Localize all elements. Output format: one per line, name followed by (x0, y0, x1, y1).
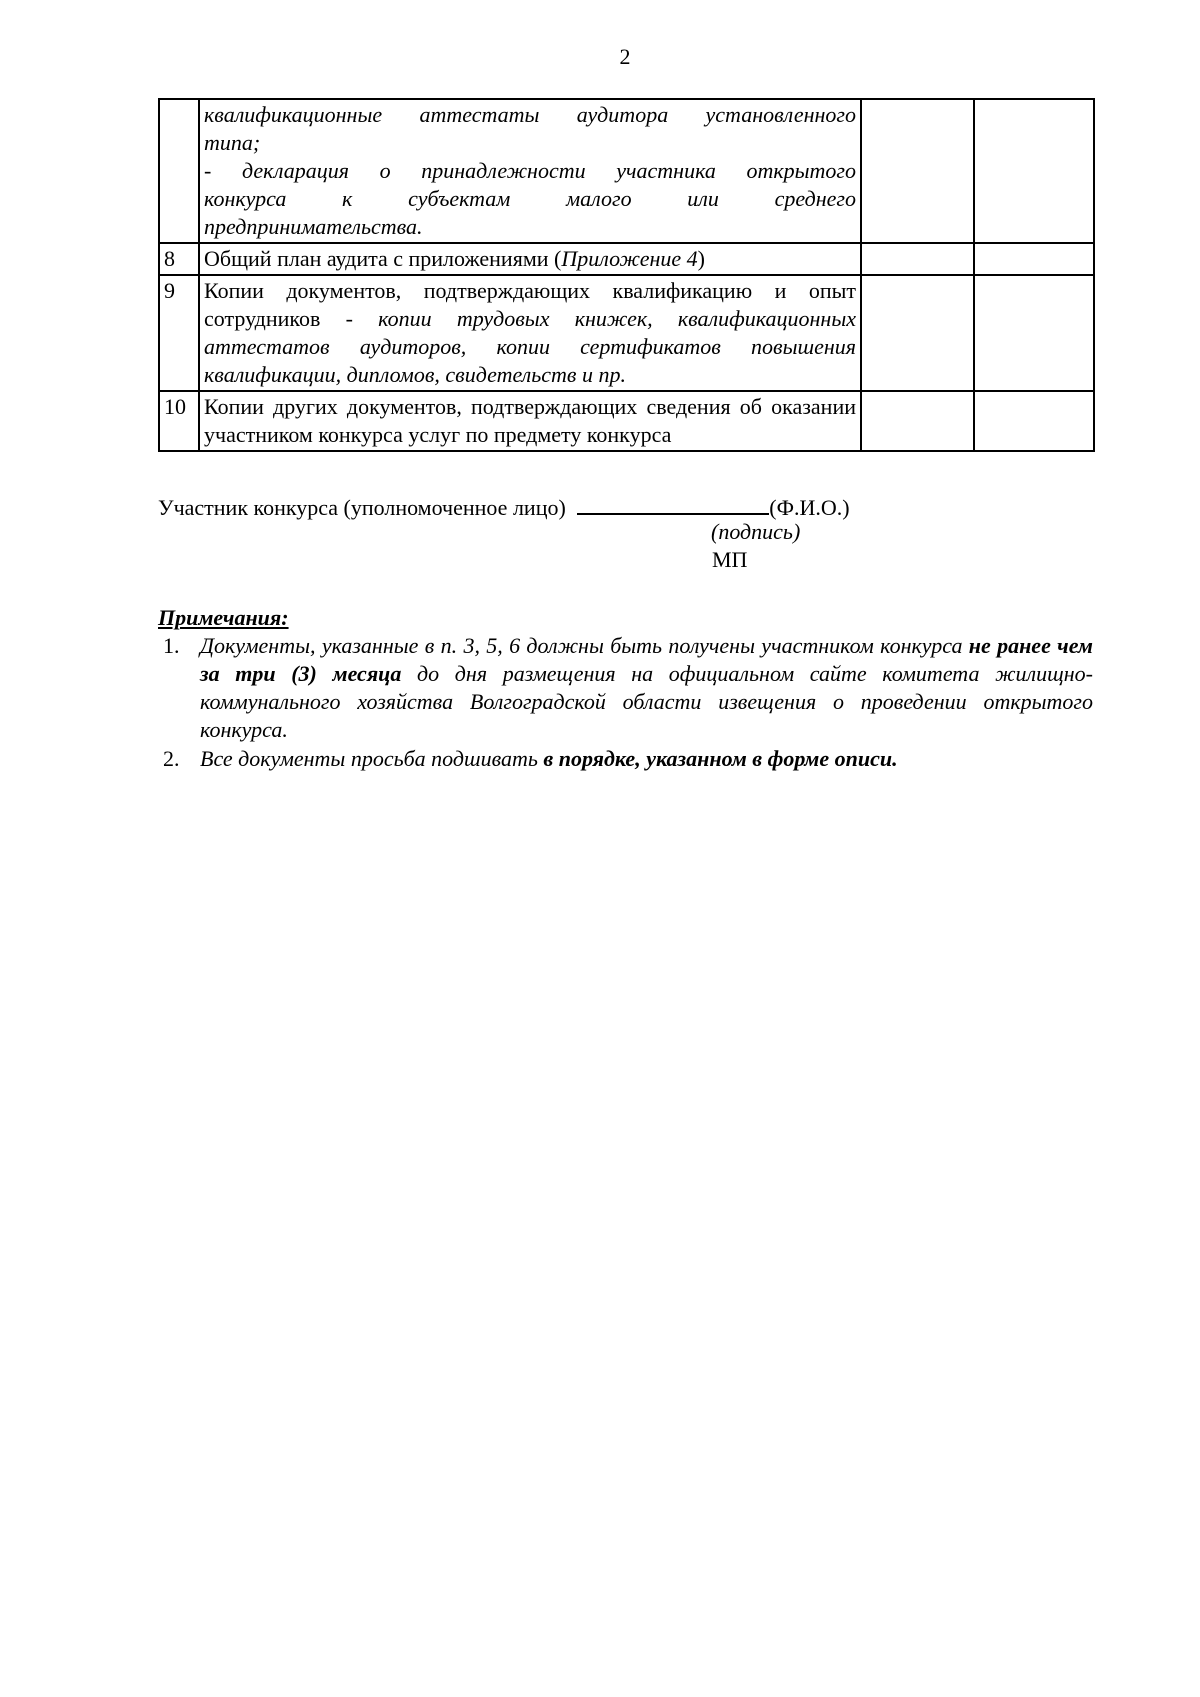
continued-text-line: квалификационные аттестаты аудитора установленного (204, 102, 856, 127)
row-text: Общий план аудита с приложениями ( (204, 246, 562, 271)
note-text: Документы, указанные в п. 3, 5, 6 должны быть получены участником конкурса (200, 633, 969, 658)
row-number-cell: 8 (159, 243, 199, 275)
notes-heading: Примечания: (158, 605, 289, 630)
row-number-cell (159, 99, 199, 243)
signature-caption: (подпись) (711, 519, 801, 544)
empty-cell (974, 243, 1094, 275)
empty-cell (974, 391, 1094, 451)
table-row (159, 275, 1094, 391)
row-description-cell (199, 243, 861, 275)
signature-line (158, 491, 850, 522)
signature-label: Участник конкурса (уполномоченное лицо) (158, 495, 566, 520)
note-text: до дня размещения на официальном сайте комитета жилищно-коммунального хозяйства Волгоградской области извещения о проведении открытого конкурса. (200, 661, 1093, 742)
row-text: Копии других документов, подтверждающих сведения об оказании участником конкурса услуг по предмету конкурса (204, 394, 856, 447)
signature-blank (577, 491, 769, 515)
list-marker: 1. (163, 633, 180, 658)
row-description-cell (199, 391, 861, 451)
empty-cell (861, 391, 974, 451)
empty-cell (861, 275, 974, 391)
note-text: Все документы просьба подшивать (200, 746, 544, 771)
empty-cell (861, 243, 974, 275)
continued-text-line: типа; (204, 130, 261, 155)
page-number: 2 (619, 44, 631, 69)
notes-list (158, 632, 1093, 774)
row-description-cell (199, 275, 861, 391)
note-bold-text: в порядке, указанном в форме описи. (543, 746, 898, 771)
empty-cell (861, 99, 974, 243)
row-text: Копии документов, подтверждающих квалификацию и опыт сотрудников - (204, 278, 856, 331)
row-text-italic: копии трудовых книжек, квалификационных аттестатов аудиторов, копии сертификатов повышения квалификации, дипломов, свидетельств и пр. (204, 306, 856, 387)
table-row (159, 243, 1094, 275)
table-row (159, 99, 1094, 243)
table-row (159, 391, 1094, 451)
fio-label: (Ф.И.О.) (769, 495, 850, 520)
row-number-cell: 9 (159, 275, 199, 391)
empty-cell (974, 99, 1094, 243)
document-inventory-table (158, 98, 1095, 452)
continued-text-line: - декларация о принадлежности участника открытого (204, 158, 856, 183)
continued-text-line: предпринимательства. (204, 214, 423, 239)
continued-text-line: конкурса к субъектам малого или среднего (204, 186, 856, 211)
row-text-italic: Приложение 4 (561, 246, 698, 271)
row-description-cell (199, 99, 861, 243)
row-text-after: ) (697, 246, 705, 271)
list-item (158, 632, 1093, 744)
empty-cell (974, 275, 1094, 391)
stamp-mark: МП (712, 547, 748, 572)
row-number-cell: 10 (159, 391, 199, 451)
list-marker: 2. (163, 746, 180, 771)
note-bold-text: не ранее чем за три (3) месяца (200, 633, 1093, 686)
list-item (158, 745, 1093, 773)
